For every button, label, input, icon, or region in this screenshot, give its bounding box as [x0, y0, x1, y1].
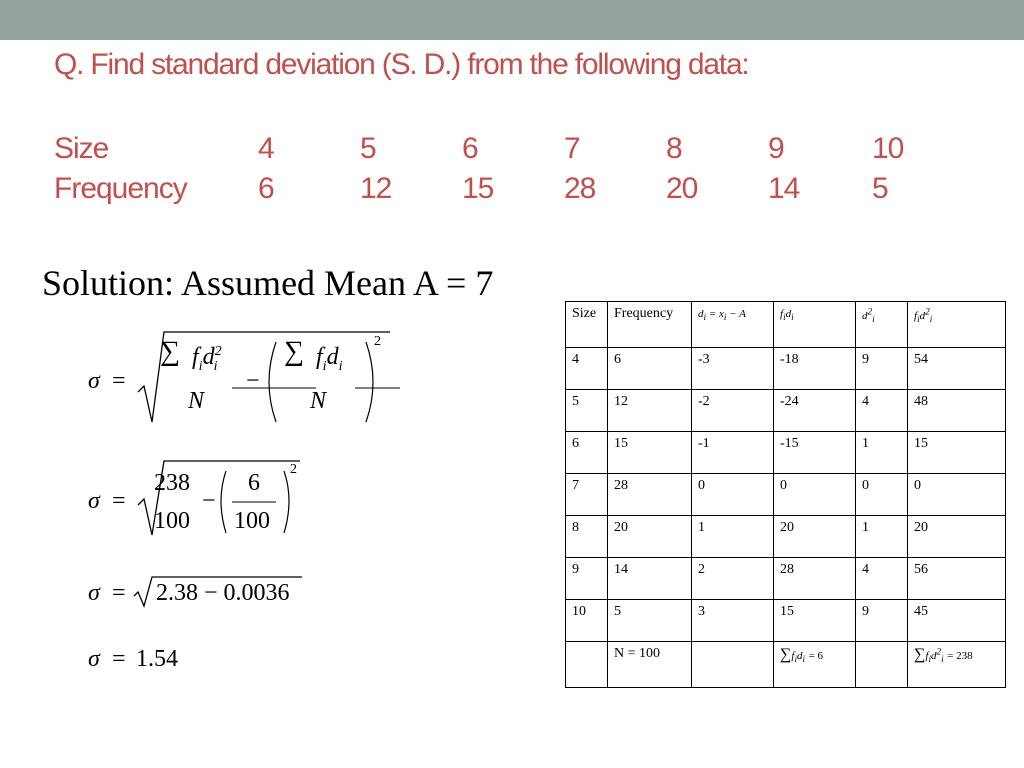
cell: 7 — [566, 474, 608, 516]
frequency-value: 28 — [564, 172, 596, 205]
calculation-table — [565, 301, 1006, 688]
equals-sign: = — [112, 646, 126, 672]
cell: 0 — [856, 474, 908, 516]
formula-denominator-1: N — [188, 388, 205, 414]
table-header-row — [566, 302, 1006, 348]
cell: 1 — [692, 516, 774, 558]
cell: 12 — [608, 390, 692, 432]
cell: 0 — [692, 474, 774, 516]
table-row — [566, 474, 1006, 516]
cell: 45 — [908, 600, 1006, 642]
size-value: 8 — [666, 132, 682, 165]
cell: 9 — [856, 600, 908, 642]
cell: 6 — [608, 348, 692, 390]
cell: 15 — [908, 432, 1006, 474]
equals-sign: = — [112, 488, 126, 514]
total-sum-fd2-value: = 238 — [947, 650, 973, 662]
frequency-value: 20 — [666, 172, 698, 205]
cell — [856, 642, 908, 688]
table-row — [566, 348, 1006, 390]
table-row — [566, 600, 1006, 642]
size-value: 4 — [258, 132, 274, 165]
frequency-value: 15 — [462, 172, 494, 205]
cell: 2 — [692, 558, 774, 600]
cell: 4 — [856, 390, 908, 432]
cell: 0 — [908, 474, 1006, 516]
formula-numerator-1: $f_id^2_i$ — [192, 344, 222, 374]
minus-sign: − — [246, 368, 260, 394]
cell: 1 — [856, 432, 908, 474]
header-fd: $f_id_i$ — [774, 302, 856, 348]
cell: 1 — [856, 516, 908, 558]
cell: 8 — [566, 516, 608, 558]
size-value: 9 — [768, 132, 784, 165]
cell: 5 — [566, 390, 608, 432]
cell: 9 — [566, 558, 608, 600]
total-n: N = 100 — [608, 642, 692, 688]
header-deviation: $d_i = x_i - A$ — [692, 302, 774, 348]
sigma-symbol: σ — [88, 368, 100, 394]
total-sum-fd: $\sum f_id_i = 6$ — [774, 642, 856, 688]
cell — [692, 642, 774, 688]
cell: 20 — [908, 516, 1006, 558]
cell: 0 — [774, 474, 856, 516]
result-value: 1.54 — [136, 646, 178, 672]
table-row — [566, 390, 1006, 432]
cell: 14 — [608, 558, 692, 600]
header-size: Size — [566, 302, 608, 348]
cell: 3 — [692, 600, 774, 642]
sum-symbol: ∑ — [284, 336, 304, 367]
cell: -1 — [692, 432, 774, 474]
substitution-numerator-2: 6 — [248, 470, 260, 496]
header-d2: $d^2_i$ — [856, 302, 908, 348]
cell — [566, 642, 608, 688]
sigma-symbol: σ — [88, 646, 100, 672]
power-two: 2 — [290, 462, 297, 477]
cell: 4 — [566, 348, 608, 390]
cell: 9 — [856, 348, 908, 390]
cell: 28 — [608, 474, 692, 516]
substitution-numerator-1: 238 — [154, 470, 190, 496]
formula-radical — [80, 322, 400, 432]
top-bar — [0, 0, 1024, 40]
question-title: Q. Find standard deviation (S. D.) from the following data: — [54, 48, 749, 81]
simplification-expression: 2.38 − 0.0036 — [156, 580, 290, 606]
cell: 20 — [608, 516, 692, 558]
frequency-value: 5 — [872, 172, 888, 205]
cell: 20 — [774, 516, 856, 558]
minus-sign: − — [202, 488, 216, 514]
equals-sign: = — [112, 368, 126, 394]
cell: -3 — [692, 348, 774, 390]
solution-heading: Solution: Assumed Mean A = 7 — [42, 263, 494, 303]
substitution-denominator-2: 100 — [234, 508, 270, 534]
cell: 28 — [774, 558, 856, 600]
cell: -2 — [692, 390, 774, 432]
table-row — [566, 432, 1006, 474]
cell: -24 — [774, 390, 856, 432]
total-sum-fd2: $\sum f_id^2_i = 238$ — [908, 642, 1006, 688]
size-value: 5 — [360, 132, 376, 165]
frequency-value: 12 — [360, 172, 392, 205]
sum-symbol: ∑ — [160, 336, 180, 367]
frequency-label: Frequency — [54, 172, 187, 205]
cell: 4 — [856, 558, 908, 600]
cell: 15 — [608, 432, 692, 474]
formula-denominator-2: N — [310, 388, 327, 414]
substitution-denominator-1: 100 — [154, 508, 190, 534]
cell: 10 — [566, 600, 608, 642]
cell: 15 — [774, 600, 856, 642]
cell: 6 — [566, 432, 608, 474]
power-two: 2 — [374, 334, 381, 349]
sigma-symbol: σ — [88, 580, 100, 606]
size-value: 7 — [564, 132, 580, 165]
frequency-value: 14 — [768, 172, 800, 205]
size-value: 6 — [462, 132, 478, 165]
sigma-symbol: σ — [88, 488, 100, 514]
cell: -18 — [774, 348, 856, 390]
size-value: 10 — [872, 132, 904, 165]
cell: 48 — [908, 390, 1006, 432]
table-row — [566, 516, 1006, 558]
header-frequency: Frequency — [608, 302, 692, 348]
header-fd2: $f_id^2_i$ — [908, 302, 1006, 348]
table-row — [566, 558, 1006, 600]
total-sum-fd-value: = 6 — [808, 650, 824, 662]
frequency-value: 6 — [258, 172, 274, 205]
cell: 54 — [908, 348, 1006, 390]
cell: -15 — [774, 432, 856, 474]
cell: 5 — [608, 600, 692, 642]
size-label: Size — [54, 132, 109, 165]
cell: 56 — [908, 558, 1006, 600]
table-total-row — [566, 642, 1006, 688]
formula-numerator-2: $f_id_i$ — [316, 344, 343, 374]
equals-sign: = — [112, 580, 126, 606]
